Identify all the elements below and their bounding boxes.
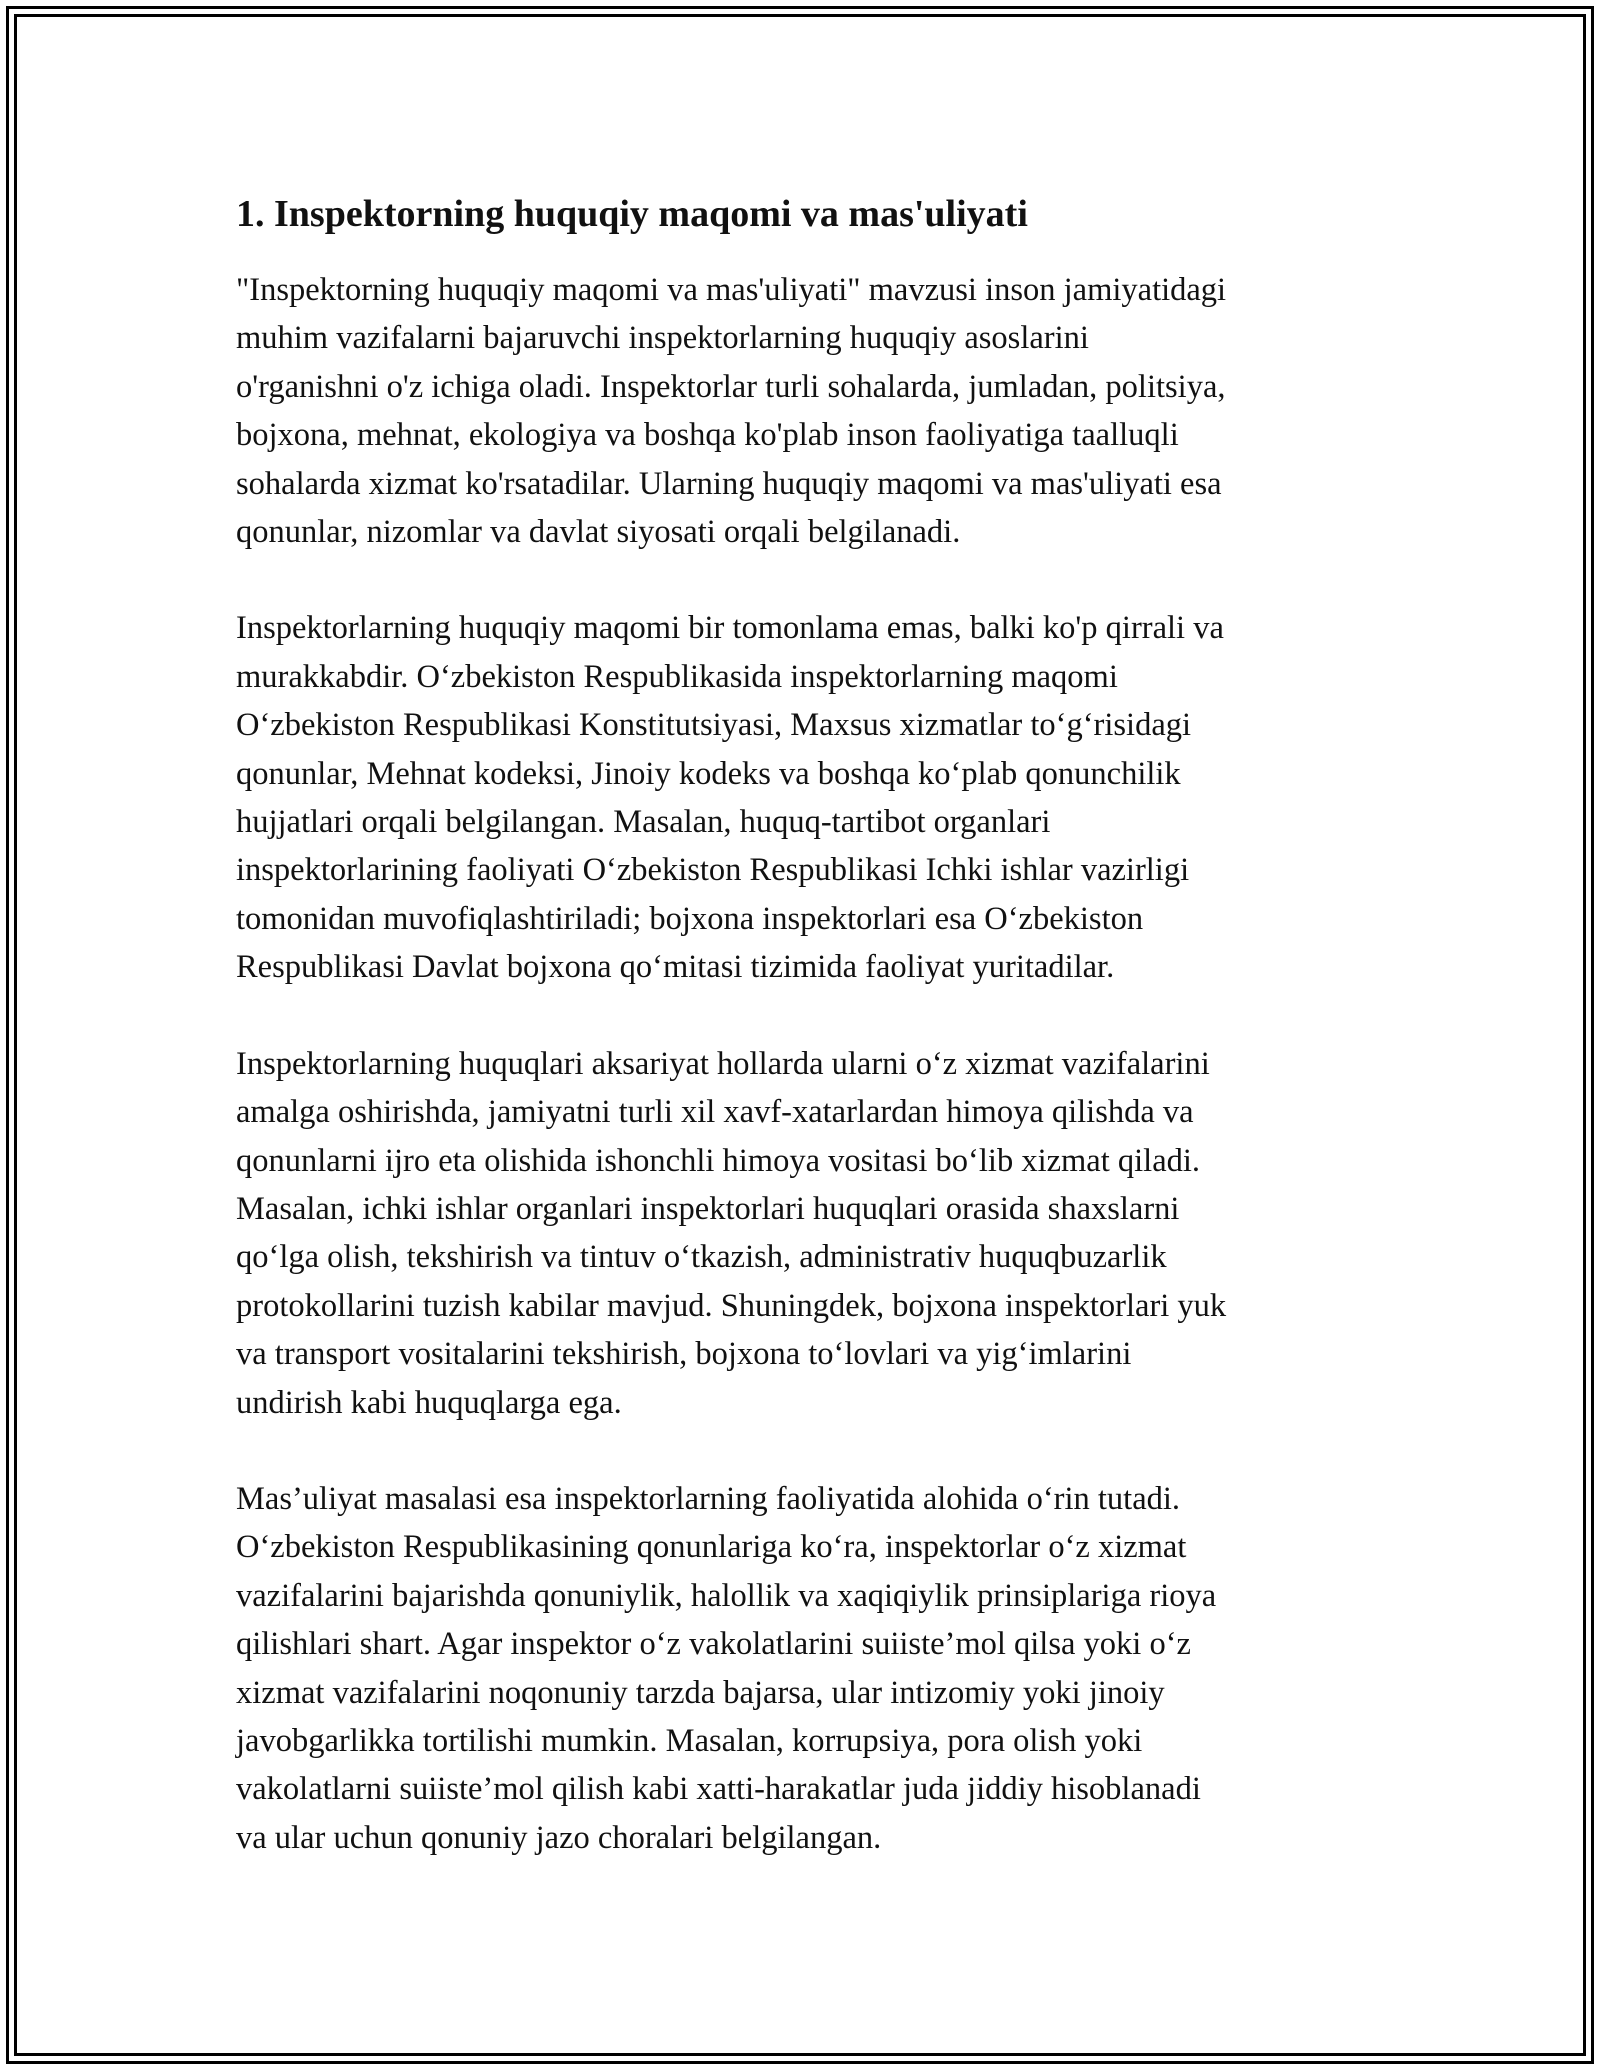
document-body xyxy=(236,188,1364,1910)
paragraph-2: Inspektorlarning huquqiy maqomi bir tomonlama emas, balki ko'p qirrali va murakkabdir. O‘zbekiston Respublikasida inspektorlarning maqomi O‘zbekiston Respublikasi Konstitutsiyasi, Maxsus xizmatlar to‘g‘risidagi qonunlar, Mehnat kodeksi, Jinoiy kodeks va boshqa ko‘plab qonunchilik hujjatlari orqali belgilangan. Masalan, huquq-tartibot organlari inspektorlarining faoliyati O‘zbekiston Respublikasi Ichki ishlar vazirligi tomonidan muvofiqlashtiriladi; bojxona inspektorlari esa O‘zbekiston Respublikasi Davlat bojxona qo‘mitasi tizimida faoliyat yuritadilar. xyxy=(236,610,1224,986)
section-heading: 1. Inspektorning huquqiy maqomi va mas'uliyati xyxy=(236,193,1028,235)
paragraph-4: Mas’uliyat masalasi esa inspektorlarning faoliyatida alohida o‘rin tutadi. O‘zbekiston Respublikasining qonunlariga ko‘ra, inspektorlar o‘z xizmat vazifalarini bajarishda qonuniylik, halollik va xaqiqiylik prinsiplariga rioya qilishlari shart. Agar inspektor o‘z vakolatlarini suiiste’mol qilsa yoki o‘z xizmat vazifalarini noqonuniy tarzda bajarsa, ular intizomiy yoki jinoiy javobgarlikka tortilishi mumkin. Masalan, korrupsiya, pora olish yoki vakolatlarni suiiste’mol qilish kabi xatti-harakatlar juda jiddiy hisoblanadi va ular uchun qonuniy jazo choralari belgilangan. xyxy=(236,1480,1217,1856)
paragraph-1: "Inspektorning huquqiy maqomi va mas'uliyati" mavzusi inson jamiyatidagi muhim vazifalarni bajaruvchi inspektorlarning huquqiy asoslarini o'rganishni o'z ichiga oladi. Inspektorlar turli sohalarda, jumladan, politsiya, bojxona, mehnat, ekologiya va boshqa ko'plab inson faoliyatiga taalluqli sohalarda xizmat ko'rsatadilar. Ularning huquqiy maqomi va mas'uliyati esa qonunlar, nizomlar va davlat siyosati orqali belgilanadi. xyxy=(236,272,1227,551)
paragraph-3: Inspektorlarning huquqlari aksariyat hollarda ularni o‘z xizmat vazifalarini amalga oshirishda, jamiyatni turli xil xavf-xatarlardan himoya qilishda va qonunlarni ijro eta olishida ishonchli himoya vositasi bo‘lib xizmat qiladi. Masalan, ichki ishlar organlari inspektorlari huquqlari orasida shaxslarni qo‘lga olish, tekshirish va tintuv o‘tkazish, administrativ huquqbuzarlik protokollarini tuzish kabilar mavjud. Shuningdek, bojxona inspektorlari yuk va transport vositalarini tekshirish, bojxona to‘lovlari va yig‘imlarini undirish kabi huquqlarga ega. xyxy=(236,1045,1227,1421)
